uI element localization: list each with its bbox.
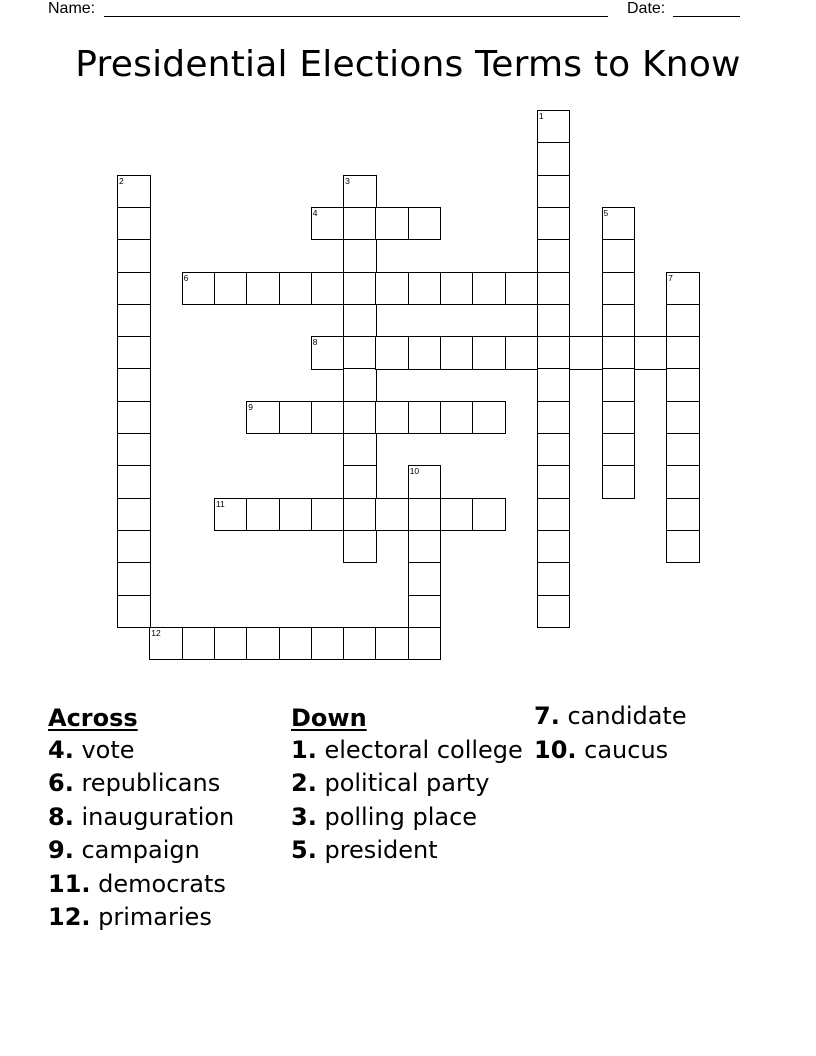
grid-cell[interactable]: [408, 336, 442, 370]
clue-text: democrats: [98, 869, 226, 898]
grid-cell[interactable]: [472, 401, 506, 435]
clue-number: 5.: [291, 836, 317, 864]
clue-text: vote: [81, 735, 135, 764]
grid-cell[interactable]: [246, 498, 280, 532]
grid-cell[interactable]: [117, 272, 151, 306]
grid-cell[interactable]: [117, 433, 151, 467]
grid-cell[interactable]: [602, 239, 636, 273]
cell-number: 11: [215, 498, 225, 509]
grid-cell[interactable]: [343, 175, 377, 209]
grid-cell[interactable]: [311, 336, 345, 370]
grid-cell[interactable]: [343, 401, 377, 435]
grid-cell[interactable]: [149, 627, 183, 661]
clue-text: political party: [324, 769, 490, 797]
grid-cell[interactable]: [408, 562, 442, 596]
cell-number: 2: [119, 175, 124, 186]
grid-cell[interactable]: [279, 272, 313, 306]
cell-number: 4: [312, 207, 318, 218]
grid-cell[interactable]: [343, 304, 377, 338]
clue-text: primaries: [98, 903, 212, 931]
grid-cell[interactable]: [117, 239, 151, 273]
grid-cell[interactable]: [408, 207, 442, 241]
cell-number: 12: [151, 627, 161, 638]
grid-cell[interactable]: [311, 401, 345, 435]
grid-cell[interactable]: [537, 175, 571, 209]
grid-cell[interactable]: [343, 530, 377, 564]
grid-cell[interactable]: [408, 401, 442, 435]
grid-cell[interactable]: [602, 465, 636, 499]
grid-cell[interactable]: [311, 627, 345, 661]
clue-text: polling place: [324, 802, 478, 831]
grid-cell[interactable]: [537, 498, 571, 532]
grid-cell[interactable]: [666, 304, 700, 338]
clue-number: 3.: [291, 802, 317, 831]
clue-number: 8.: [48, 802, 74, 831]
grid-cell[interactable]: [602, 272, 636, 306]
grid-cell[interactable]: [343, 465, 377, 499]
grid-cell[interactable]: [602, 336, 636, 370]
clue-number: 9.: [48, 836, 74, 864]
grid-cell[interactable]: [408, 530, 442, 564]
clue-item: [291, 803, 526, 832]
grid-cell[interactable]: [117, 207, 151, 241]
clue-text: republicans: [81, 769, 221, 797]
page-title: Presidential Elections Terms to Know: [75, 44, 741, 85]
grid-cell[interactable]: [117, 175, 151, 209]
grid-cell[interactable]: [505, 336, 539, 370]
grid-cell[interactable]: [311, 207, 345, 241]
grid-cell[interactable]: [343, 272, 377, 306]
grid-cell[interactable]: [408, 465, 442, 499]
clue-item: [48, 736, 283, 765]
grid-cell[interactable]: [375, 627, 409, 661]
cell-number: 8: [312, 337, 318, 348]
name-label: Name:: [48, 0, 96, 17]
date-label: Date:: [627, 0, 666, 17]
grid-cell[interactable]: [472, 498, 506, 532]
clue-item: [48, 836, 283, 865]
clue-item: [48, 769, 283, 798]
cell-number: 7: [668, 272, 673, 283]
grid-cell[interactable]: [602, 401, 636, 435]
clue-item: [48, 803, 283, 832]
grid-cell[interactable]: [343, 239, 377, 273]
grid-cell[interactable]: [666, 336, 700, 370]
cell-number: 3: [345, 175, 350, 186]
grid-cell[interactable]: [537, 336, 571, 370]
grid-cell[interactable]: [279, 627, 313, 661]
clue-text: caucus: [584, 735, 669, 764]
grid-cell[interactable]: [375, 207, 409, 241]
grid-cell[interactable]: [343, 433, 377, 467]
clue-number: 2.: [291, 769, 317, 797]
grid-cell[interactable]: [311, 272, 345, 306]
grid-cell[interactable]: [440, 272, 474, 306]
cell-number: 9: [248, 401, 253, 412]
grid-cell[interactable]: [537, 207, 571, 241]
grid-cell[interactable]: [666, 272, 700, 306]
clue-number: 11.: [48, 869, 91, 898]
grid-cell[interactable]: [537, 530, 571, 564]
grid-cell[interactable]: [537, 433, 571, 467]
grid-cell[interactable]: [666, 401, 700, 435]
clue-item: [48, 870, 283, 899]
grid-cell[interactable]: [279, 498, 313, 532]
clue-text: president: [324, 836, 438, 864]
grid-cell[interactable]: [408, 595, 442, 629]
grid-cell[interactable]: [117, 530, 151, 564]
clue-number: 7.: [534, 702, 560, 730]
grid-cell[interactable]: [117, 401, 151, 435]
grid-cell[interactable]: [214, 272, 248, 306]
grid-cell[interactable]: [117, 562, 151, 596]
across-heading: Across: [48, 704, 138, 732]
grid-cell[interactable]: [537, 595, 571, 629]
grid-cell[interactable]: [343, 498, 377, 532]
grid-cell[interactable]: [375, 498, 409, 532]
clue-text: candidate: [567, 702, 687, 730]
grid-cell[interactable]: [214, 627, 248, 661]
grid-cell[interactable]: [182, 272, 216, 306]
grid-cell[interactable]: [505, 272, 539, 306]
down-clues: [291, 702, 526, 870]
grid-cell[interactable]: [117, 304, 151, 338]
grid-cell[interactable]: [666, 530, 700, 564]
grid-cell[interactable]: [117, 368, 151, 402]
grid-cell[interactable]: [375, 336, 409, 370]
grid-cell[interactable]: [666, 368, 700, 402]
clue-item: [48, 903, 283, 932]
grid-cell[interactable]: [375, 272, 409, 306]
grid-cell[interactable]: [537, 401, 571, 435]
clue-text: inauguration: [81, 802, 235, 831]
clue-item: [291, 769, 526, 798]
grid-cell[interactable]: [472, 272, 506, 306]
grid-cell[interactable]: [634, 336, 668, 370]
clue-item: [291, 836, 526, 865]
cell-number: 10: [409, 466, 420, 477]
grid-cell[interactable]: [117, 498, 151, 532]
clue-number: 4.: [48, 735, 74, 764]
grid-cell[interactable]: [440, 336, 474, 370]
grid-cell[interactable]: [440, 401, 474, 435]
grid-cell[interactable]: [343, 336, 377, 370]
grid-cell[interactable]: [408, 272, 442, 306]
across-clues: [48, 702, 283, 937]
grid-cell[interactable]: [537, 142, 571, 176]
grid-cell[interactable]: [537, 110, 571, 144]
grid-cell[interactable]: [408, 498, 442, 532]
clue-number: 10.: [534, 735, 577, 764]
grid-cell[interactable]: [602, 368, 636, 402]
clue-item: [534, 736, 769, 765]
grid-cell[interactable]: [311, 498, 345, 532]
grid-cell[interactable]: [408, 627, 442, 661]
cell-number: 6: [183, 272, 189, 283]
clue-text: campaign: [81, 836, 200, 864]
clue-item: [534, 702, 769, 731]
grid-cell[interactable]: [666, 498, 700, 532]
grid-cell[interactable]: [666, 433, 700, 467]
grid-cell[interactable]: [537, 304, 571, 338]
grid-cell[interactable]: [537, 562, 571, 596]
grid-cell[interactable]: [602, 304, 636, 338]
grid-cell[interactable]: [246, 627, 280, 661]
grid-cell[interactable]: [440, 498, 474, 532]
grid-cell[interactable]: [279, 401, 313, 435]
clue-number: 1.: [291, 735, 317, 764]
grid-cell[interactable]: [182, 627, 216, 661]
down-clues-continued: [534, 702, 769, 769]
grid-cell[interactable]: [375, 401, 409, 435]
grid-cell[interactable]: [537, 272, 571, 306]
grid-cell[interactable]: [343, 207, 377, 241]
grid-cell[interactable]: [343, 627, 377, 661]
grid-cell[interactable]: [569, 336, 603, 370]
grid-cell[interactable]: [117, 336, 151, 370]
grid-cell[interactable]: [537, 368, 571, 402]
clue-item: [291, 736, 526, 765]
grid-cell[interactable]: [666, 465, 700, 499]
clue-text: electoral college: [324, 735, 523, 764]
grid-cell[interactable]: [214, 498, 248, 532]
grid-cell[interactable]: [343, 368, 377, 402]
clue-number: 12.: [48, 903, 91, 931]
grid-cell[interactable]: [117, 595, 151, 629]
grid-cell[interactable]: [537, 465, 571, 499]
grid-cell[interactable]: [246, 272, 280, 306]
cell-number: 5: [603, 207, 609, 218]
clue-number: 6.: [48, 769, 74, 797]
grid-cell[interactable]: [602, 433, 636, 467]
grid-cell[interactable]: [117, 465, 151, 499]
grid-cell[interactable]: [246, 401, 280, 435]
down-heading: Down: [291, 704, 367, 732]
cell-number: 1: [538, 111, 544, 121]
grid-cell[interactable]: [537, 239, 571, 273]
grid-cell[interactable]: [472, 336, 506, 370]
grid-cell[interactable]: [602, 207, 636, 241]
